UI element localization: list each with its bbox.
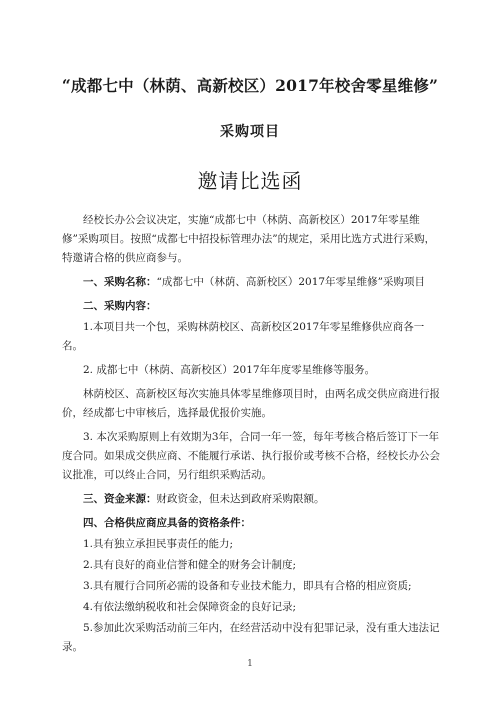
document-subtitle: 采购项目 [220,124,280,140]
section-3-text: 财政资金，但未达到政府采购限额。 [156,493,325,505]
section-3-label: 三、资金来源： [83,493,157,505]
document-heading: 邀请比选函 [197,169,303,193]
qualification-item-1: 1.具有独立承担民事责任的能力; [83,538,234,550]
page-number: 1 [247,659,253,669]
qualification-item-3: 3.具有履行合同所必需的设备和专业技术能力，即具有合格的相应资质; [83,580,412,592]
qualification-item-2: 2.具有良好的商业信誉和健全的财务会计制度; [83,559,297,571]
section-4-label: 四、合格供应商应具备的资格条件： [83,517,251,529]
section-1-text: “成都七中（林荫、高新校区）2017年零星维修”采购项目 [156,276,425,288]
section-1-label: 一、采购名称： [83,276,157,288]
section-2-label: 二、采购内容： [83,300,157,312]
section-3 [62,490,440,509]
section-4 [62,514,440,533]
qualification-item-4: 4.有依法缴纳税收和社会保障资金的良好记录; [83,601,297,613]
qualification-item-5: 5.参加此次采购活动前三年内，在经营活动中没有犯罪记录，没有重大违法记录。 [62,622,440,653]
document-title: “成都七中（林荫、高新校区）2017年校舍零星维修” [61,76,439,95]
section-1 [62,273,440,292]
section-2-item-1: 1.本项目共一个包，采购林荫校区、高新校区2017年零星维修供应商各一名。 [62,321,425,352]
section-2-item-2: 2. 成都七中（林荫、高新校区）2017年年度零星维修等服务。 [83,364,376,376]
section-2 [62,297,440,316]
section-2-item-2-detail: 林荫校区、高新校区每次实施具体零星维修项目时，由两名成交供应商进行报价，经成都七中审核后，选择最优报价实施。 [62,388,440,419]
document-body [62,211,440,659]
intro-paragraph: 经校长办公会议决定，实施“成都七中（林荫、高新校区）2017年零星维修”采购项目。按照“成都七中招投标管理办法”的规定，采用比选方式进行采购，特邀请合格的供应商参与。 [62,214,436,264]
section-2-item-3: 3. 本次采购原则上有效期为3年，合同一年一签，每年考核合格后签订下一年度合同。如果成交供应商、不能履行承诺、执行报价或考核不合格，经校长办公会议批准，可以终止合同，另行组织采购活动。 [62,431,440,481]
